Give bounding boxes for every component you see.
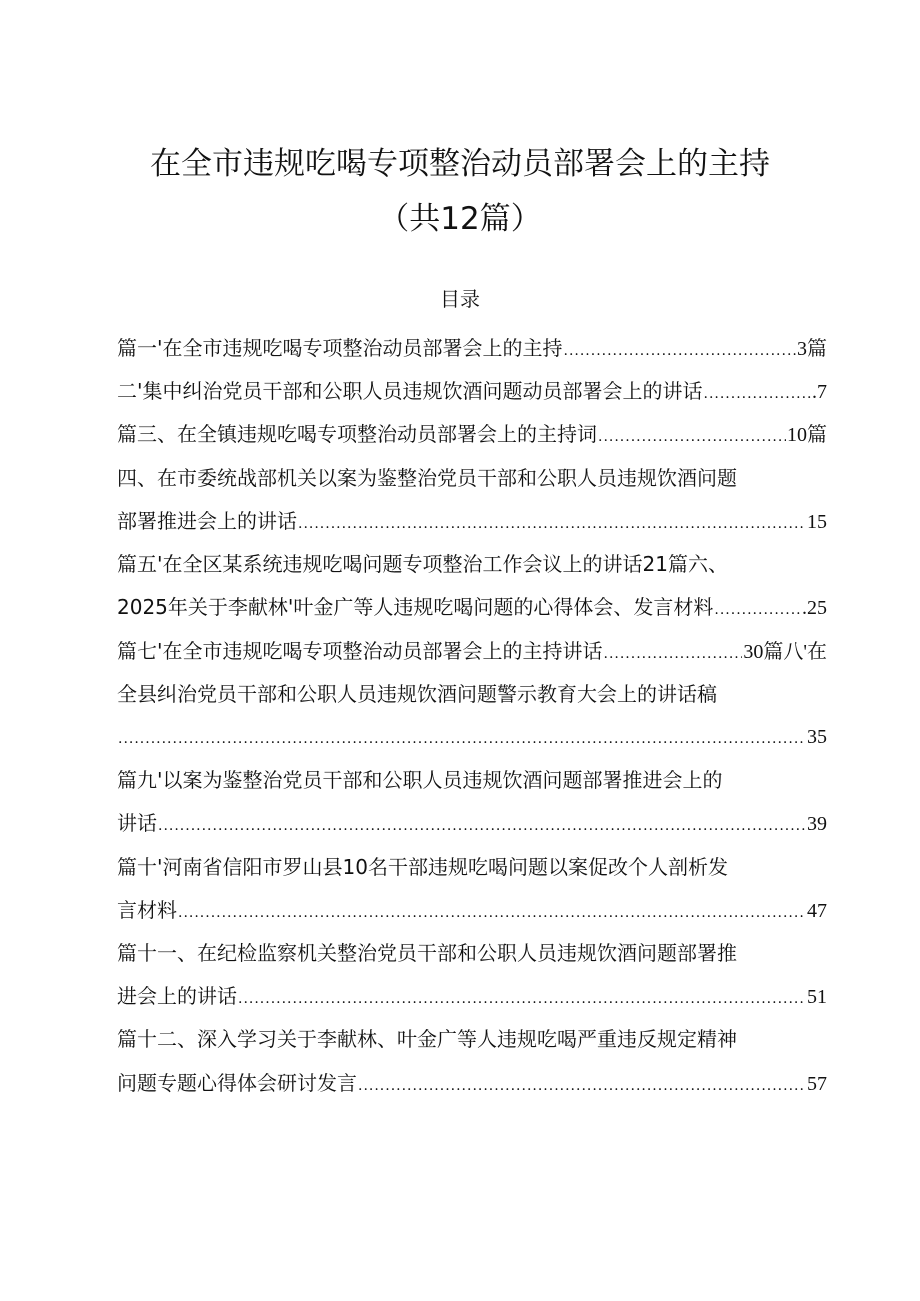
toc-leader-dots [178,896,806,927]
toc-leader-dots [714,593,801,624]
toc-line[interactable] [117,461,827,495]
toc-page-number: 15 [807,511,827,533]
toc-page-number: 39 [807,813,827,835]
toc-leader-dots [238,982,806,1013]
toc-line[interactable] [117,1022,827,1056]
toc-page-number: 51 [807,986,827,1008]
toc-page-number: 3篇 [797,338,827,360]
toc-line[interactable] [117,1066,827,1100]
toc-page-number: 10篇 [787,424,827,446]
toc-leader-dots [298,507,806,538]
toc-line[interactable] [117,504,827,538]
toc-page-number: .7 [812,381,827,403]
toc-page-number: 30篇八'在 [743,641,827,663]
toc-entry-text: 言材料 [117,898,177,922]
toc-entry-text: 篇九'以案为鉴整治党员干部和公职人员违规饮酒问题部署推进会上的 [117,768,723,792]
toc-entry-text: 讲话 [117,811,157,835]
document-subtitle: （共12篇） [378,201,542,237]
toc-entry-text: 篇一'在全市违规吃喝专项整治动员部署会上的主持 [117,336,563,360]
toc-leader-dots [118,722,806,754]
toc-entry-text: 进会上的讲话 [117,984,237,1008]
toc-page-number: 57 [807,1073,827,1095]
toc-line[interactable] [117,374,827,408]
toc-entry-text: 问题专题心得体会研讨发言 [117,1071,357,1095]
toc-line[interactable] [117,547,827,581]
toc-entry-text: 部署推进会上的讲话 [117,509,297,533]
toc-leader-dots [704,377,812,408]
toc-entry-text: 篇十'河南省信阳市罗山县10名干部违规吃喝问题以案促改个人剖析发 [117,855,728,879]
toc-entry-text: 四、在市委统战部机关以案为鉴整治党员干部和公职人员违规饮酒问题 [117,466,737,490]
toc-entry-text: 全县纠治党员干部和公职人员违规饮酒问题警示教育大会上的讲话稿 [117,682,717,706]
toc-line[interactable] [117,590,827,624]
toc-leader-dots [604,637,743,668]
toc-entry-text: 篇五'在全区某系统违规吃喝问题专项整治工作会议上的讲话21篇六、 [117,552,728,576]
toc-line[interactable] [117,850,827,884]
document-title: 在全市违规吃喝专项整治动员部署会上的主持 [150,146,770,182]
toc-line[interactable] [117,936,827,970]
toc-leader-dots [564,334,797,365]
toc-entry-text: 篇十二、深入学习关于李献林、叶金广等人违规吃喝严重违反规定精神 [117,1027,737,1051]
toc-entry-text: 篇七'在全市违规吃喝专项整治动员部署会上的主持讲话 [117,639,603,663]
toc-entry-text: 篇三、在全镇违规吃喝专项整治动员部署会上的主持词 [117,422,597,446]
toc-line[interactable] [117,331,827,365]
toc-page-number: 35 [807,726,827,748]
toc-heading: 目录 [440,287,480,311]
toc-line[interactable] [117,763,827,797]
toc-page-number: .25 [802,597,827,619]
toc-line[interactable] [117,634,827,668]
toc-entry-text: 二'集中纠治党员干部和公职人员违规饮酒问题动员部署会上的讲话 [117,379,703,403]
toc-entry-text: 篇十一、在纪检监察机关整治党员干部和公职人员违规饮酒问题部署推 [117,941,737,965]
toc-leader-dots [358,1069,806,1100]
toc-line[interactable] [117,806,827,840]
toc-line[interactable] [117,893,827,927]
toc-page-number: 47 [807,900,827,922]
toc-entry-text: 2025年关于李献林'叶金广等人违规吃喝问题的心得体会、发言材料 [117,595,714,619]
toc-leader-dots [158,809,806,840]
toc-line[interactable] [117,979,827,1013]
toc-line[interactable] [117,677,827,711]
toc-leader-dots [598,420,786,451]
toc-line[interactable] [117,417,827,451]
toc-line[interactable] [117,720,827,754]
